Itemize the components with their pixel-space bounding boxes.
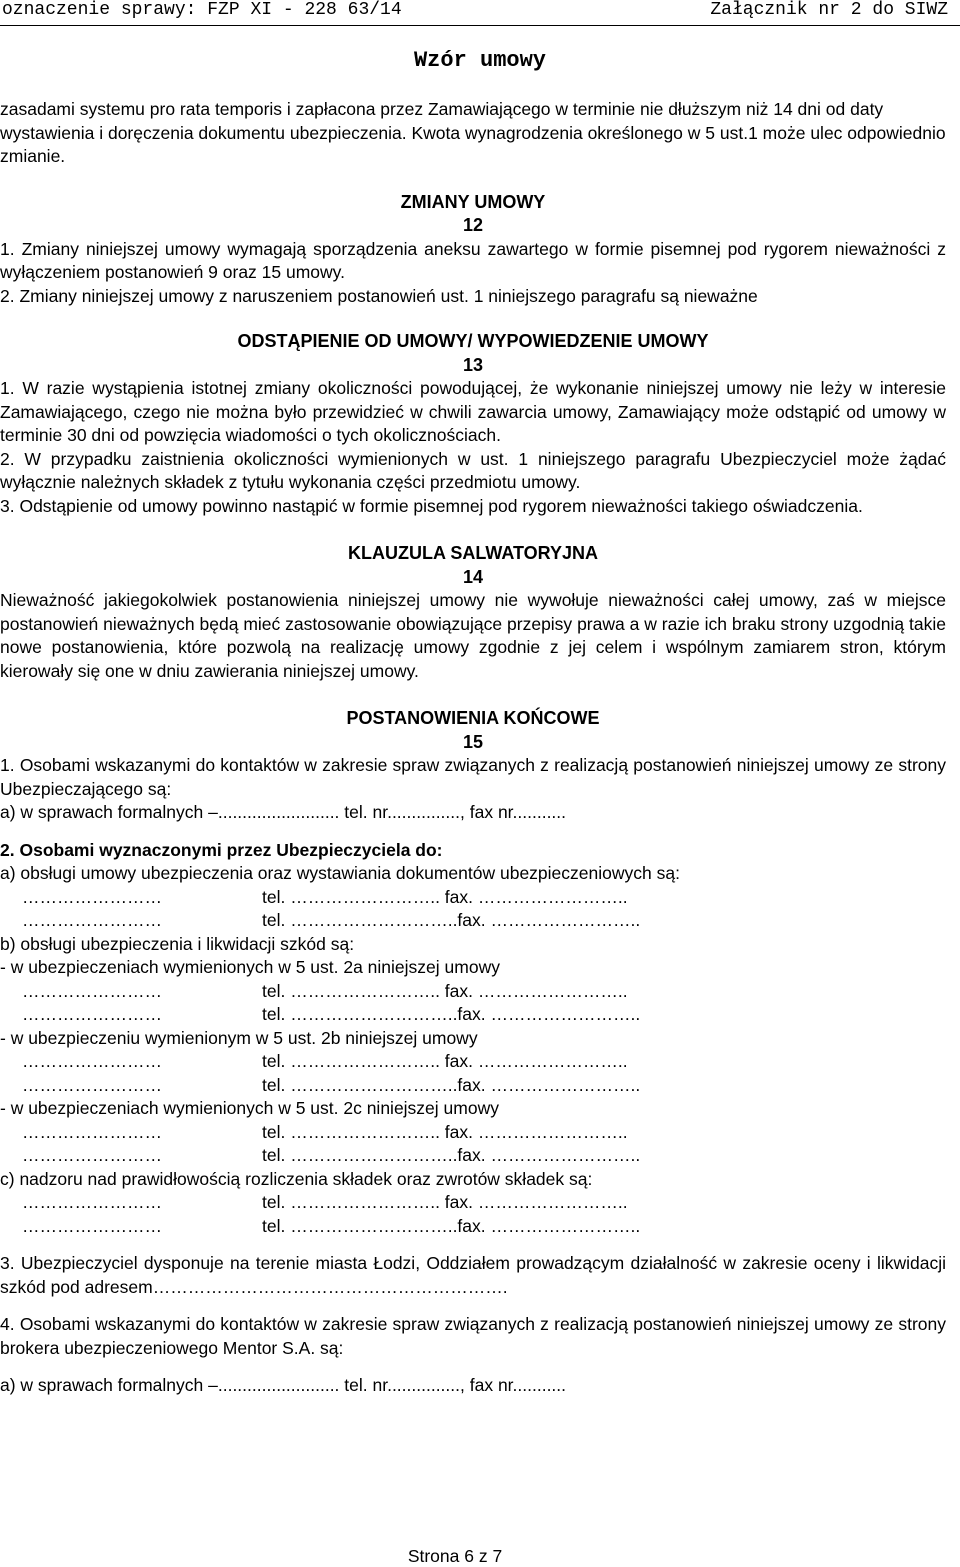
contact-line: …………………… tel. ………………………..fax. …………………….. [22,1074,641,1095]
s15-p2-title: Osobami wyznaczonymi przez Ubezpieczyciela do: [19,839,443,860]
s15-item-b1: - w ubezpieczeniach wymienionych w 5 ust. 2a niniejszej umowy [0,957,500,977]
page-header [0,0,960,22]
section-number-12: 12 [462,215,484,235]
s15-paragraph-1: 1. Osobami wskazanymi do kontaktów w zakresie spraw związanych z realizacją postanowień niniejszej umowy ze strony Ubezpieczającego są: [0,755,946,799]
s13-paragraph-3: 3. Odstąpienie od umowy powinno nastąpić w formie pisemnej pod rygorem nieważności takiego oświadczenia. [0,495,863,516]
header-divider [0,25,960,26]
contact-line: …………………… tel. …………………….. fax. …………………….. [22,1121,628,1142]
s13-paragraph-1: 1. W razie wystąpienia istotnej zmiany okoliczności powodującej, że wykonanie niniejszej umowy nie leży w interesie Zamawiającego, czego nie można było przewidzieć w chwili zawarcia umowy, Zamawiający może odstąpić od umowy w terminie 30 dni od powzięcia wiadomości o tych okolicznościach. [0,378,946,445]
s15-paragraph-4: 4. Osobami wskazanymi do kontaktów w zakresie spraw związanych z realizacją postanowień niniejszej umowy ze strony brokera ubezpieczeniowego Mentor S.A. są: [0,1314,946,1358]
contact-line: …………………… tel. ………………………..fax. …………………….. [22,910,641,930]
document-body [0,98,946,1398]
section-heading-klauzula: KLAUZULA SALWATORYJNA [348,543,598,563]
s15-p2-number: 2. [0,839,20,860]
contact-line: …………………… tel. …………………….. fax. …………………….. [22,1051,628,1071]
s15-paragraph-1a: a) w sprawach formalnych –......................... tel. nr..............., fax nr........... [0,802,567,822]
contact-line: …………………… tel. ………………………..fax. …………………….. [22,1004,641,1024]
section-heading-zmiany: ZMIANY UMOWY [400,191,546,212]
section-heading-odstapienie: ODSTĄPIENIE OD UMOWY/ WYPOWIEDZENIE UMOWY [237,331,709,351]
s12-paragraph-1: 1. Zmiany niniejszej umowy wymagają sporządzenia aneksu zawartego w formie pisemnej pod rygorem nieważności z wyłączeniem postanowień 9 oraz 15 umowy. [0,238,946,282]
case-number: oznaczenie sprawy: FZP XI - 228 63/14 [2,0,402,20]
s15-item-b: b) obsługi ubezpieczenia i likwidacji szkód są: [0,933,355,954]
contact-line: …………………… tel. ………………………..fax. …………………….. [22,1145,641,1165]
s15-paragraph-4a: a) w sprawach formalnych –......................... tel. nr..............., fax nr........... [0,1375,567,1395]
section-number-13: 13 [462,354,484,375]
section-number-14: 14 [462,566,484,587]
section-number-15: 15 [462,731,484,752]
s15-item-b2: - w ubezpieczeniu wymienionym w 5 ust. 2b niniejszej umowy [0,1027,478,1048]
page-number: Strona 6 z 7 [407,1546,503,1566]
s15-paragraph-2-title [0,839,946,863]
s15-item-c: c) nadzoru nad prawidłowością rozliczenia składek oraz zwrotów składek są: [0,1168,593,1189]
section-heading-postanowienia: POSTANOWIENIA KOŃCOWE [346,708,600,728]
attachment-label: Załącznik nr 2 do SIWZ [710,0,948,20]
document-title: Wzór umowy [413,48,547,73]
s15-paragraph-3: 3. Ubezpieczyciel dysponuje na terenie miasta Łodzi, Oddziałem prowadzącym działalność w zakresie oceny i likwidacji szkód pod adresem……………………………………………………. [0,1253,946,1297]
s12-paragraph-2: 2. Zmiany niniejszej umowy z naruszeniem postanowień ust. 1 niniejszego paragrafu są nieważne [0,285,758,306]
s15-item-a: a) obsługi umowy ubezpieczenia oraz wystawiania dokumentów ubezpieczeniowych są: [0,863,680,883]
s15-item-b3: - w ubezpieczeniach wymienionych w 5 ust. 2c niniejszej umowy [0,1098,499,1118]
intro-paragraph: zasadami systemu pro rata temporis i zapłacona przez Zamawiającego w terminie nie dłuższym niż 14 dni od daty wystawienia i doręczenia dokumentu ubezpieczenia. Kwota wynagrodzenia określonego w 5 ust.1 może ulec odpowiednio zmianie. [0,99,946,166]
s13-paragraph-2: 2. W przypadku zaistnienia okoliczności wymienionych w ust. 1 niniejszego paragrafu Ubezpieczyciel może żądać wyłącznie należnych składek z tytułu wykonania części przedmiotu umowy. [0,448,946,492]
contact-line: …………………… tel. …………………….. fax. …………………….. [22,1192,628,1212]
s14-paragraph-1: Nieważność jakiegokolwiek postanowienia niniejszej umowy nie wywołuje nieważności całej umowy, zaś w miejsce postanowień nieważnych będą mieć zastosowanie obowiązujące przepisy prawa a w razie ich braku strony uzgodnią takie nowe postanowienia, które pozwolą na realizację umowy zgodnie z jej celem i wspólnym zamiarem stron, którym kierowały się one w dniu zawierania niniejszej umowy. [0,590,946,681]
contact-line: …………………… tel. …………………….. fax. …………………….. [22,980,628,1001]
contact-line: …………………… tel. ………………………..fax. …………………….. [22,1215,641,1236]
contact-line: …………………… tel. …………………….. fax. …………………….. [22,886,628,907]
